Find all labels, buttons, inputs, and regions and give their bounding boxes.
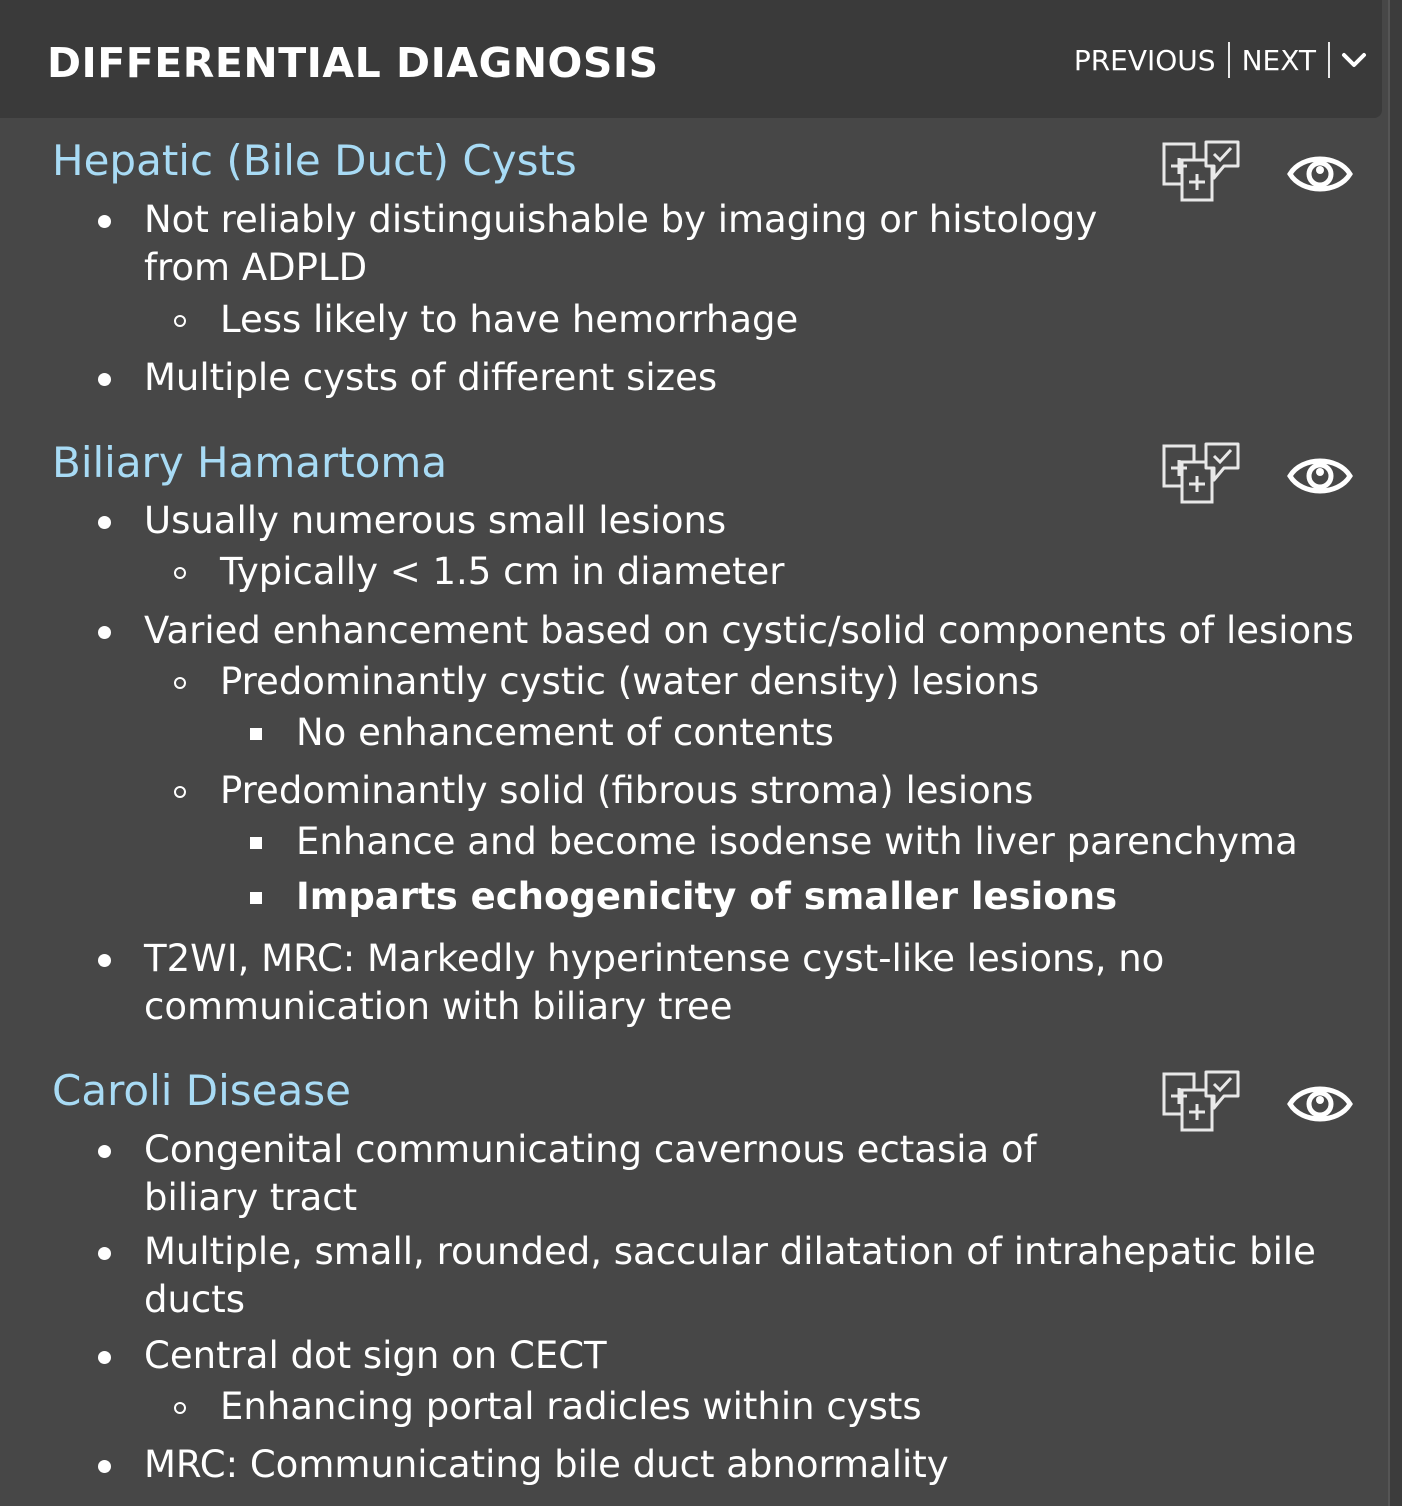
eye-icon[interactable] xyxy=(1286,1076,1354,1136)
list-item: Congenital communicating cavernous ectasia of biliary tract xyxy=(144,1126,1037,1222)
list-item: Imparts echogenicity of smaller lesions xyxy=(296,873,1117,921)
list-item: No enhancement of contents xyxy=(296,709,834,757)
list-item: Typically < 1.5 cm in diameter xyxy=(220,548,784,596)
compare-images-icon[interactable] xyxy=(1160,134,1250,212)
bullet xyxy=(98,1460,111,1473)
compare-images-icon[interactable] xyxy=(1160,1064,1250,1142)
section-title[interactable]: Biliary Hamartoma xyxy=(52,438,448,487)
panel-title: DIFFERENTIAL DIAGNOSIS xyxy=(47,39,659,87)
list-item: Enhancing portal radicles within cysts xyxy=(220,1383,922,1431)
scrollbar[interactable] xyxy=(1388,0,1402,1506)
bullet xyxy=(250,728,262,740)
bullet xyxy=(98,1145,111,1158)
chevron-down-icon[interactable] xyxy=(1330,50,1368,70)
list-item: Varied enhancement based on cystic/solid components of lesions xyxy=(144,607,1354,655)
list-item: Predominantly solid (fibrous stroma) lesions xyxy=(220,767,1033,815)
bullet xyxy=(174,315,186,327)
bullet xyxy=(174,1402,186,1414)
previous-button[interactable]: PREVIOUS xyxy=(1073,43,1216,77)
panel-header xyxy=(0,0,1382,118)
bullet xyxy=(250,837,262,849)
list-item: Predominantly cystic (water density) lesions xyxy=(220,658,1039,706)
eye-icon[interactable] xyxy=(1286,448,1354,508)
bullet xyxy=(98,516,111,529)
section-title[interactable]: Hepatic (Bile Duct) Cysts xyxy=(52,136,577,185)
section-title[interactable]: Caroli Disease xyxy=(52,1066,351,1115)
header-navigation xyxy=(1062,38,1368,82)
bullet xyxy=(98,1247,111,1260)
list-item: MRC: Communicating bile duct abnormality xyxy=(144,1441,949,1489)
bullet xyxy=(98,954,111,967)
section-actions xyxy=(1160,1064,1360,1144)
list-item: Multiple, small, rounded, saccular dilatation of intrahepatic bile ducts xyxy=(144,1228,1316,1324)
next-button[interactable]: NEXT xyxy=(1241,43,1316,77)
section-actions xyxy=(1160,436,1360,516)
list-item: Central dot sign on CECT xyxy=(144,1332,607,1380)
bullet xyxy=(98,215,111,228)
bullet xyxy=(174,677,186,689)
list-item: Less likely to have hemorrhage xyxy=(220,296,798,344)
list-item: T2WI, MRC: Markedly hyperintense cyst-like lesions, no communication with biliary tree xyxy=(144,935,1164,1031)
list-item: Usually numerous small lesions xyxy=(144,497,726,545)
bullet xyxy=(98,1351,111,1364)
list-item: Multiple cysts of different sizes xyxy=(144,354,717,402)
bullet xyxy=(98,626,111,639)
compare-images-icon[interactable] xyxy=(1160,436,1250,514)
list-item: Enhance and become isodense with liver parenchyma xyxy=(296,818,1298,866)
bullet xyxy=(98,373,111,386)
bullet xyxy=(250,892,262,904)
bullet xyxy=(174,567,186,579)
bullet xyxy=(174,786,186,798)
list-item: Not reliably distinguishable by imaging or histology from ADPLD xyxy=(144,196,1097,292)
eye-icon[interactable] xyxy=(1286,146,1354,206)
section-actions xyxy=(1160,134,1360,214)
